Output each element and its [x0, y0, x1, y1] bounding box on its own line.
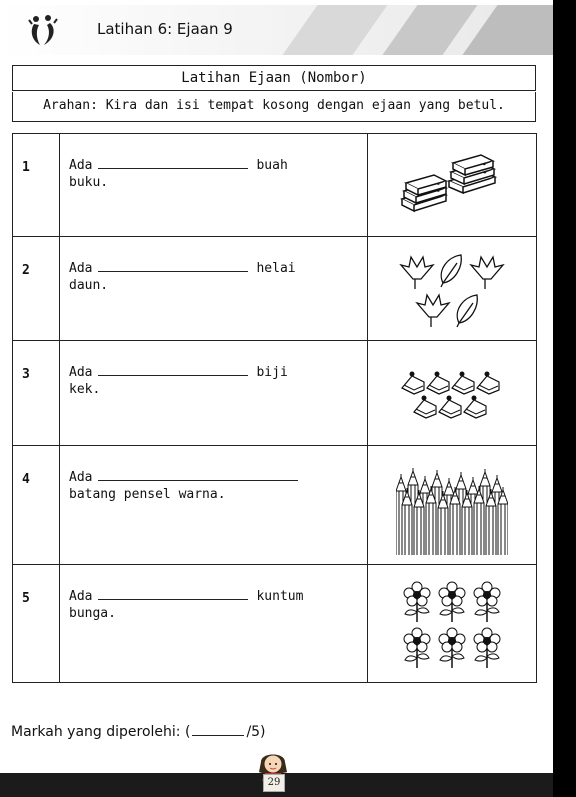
- question-image-cell: [368, 237, 537, 341]
- answer-blank[interactable]: [98, 168, 248, 169]
- question-number: 1: [13, 134, 60, 237]
- question-row: [13, 565, 537, 683]
- question-row: [13, 237, 537, 341]
- question-prefix: Ada: [69, 589, 93, 604]
- question-unit: helai: [256, 261, 296, 276]
- answer-blank[interactable]: [98, 480, 298, 481]
- question-image-cell: [368, 134, 537, 237]
- question-number: 4: [13, 446, 60, 565]
- flowers-icon: [400, 578, 505, 670]
- question-text: [60, 341, 368, 446]
- question-image-cell: [368, 565, 537, 683]
- question-row: [13, 134, 537, 237]
- question-text: [60, 446, 368, 565]
- answer-blank[interactable]: [98, 271, 248, 272]
- page-number: 29: [263, 774, 285, 792]
- worksheet-instruction: Arahan: Kira dan isi tempat kosong dengan ejaan yang betul.: [12, 92, 536, 122]
- color-pencils-icon: [396, 455, 508, 555]
- score-blank[interactable]: [192, 735, 244, 736]
- question-number: 2: [13, 237, 60, 341]
- worksheet-title: Latihan Ejaan (Nombor): [12, 65, 536, 91]
- question-image-cell: [368, 341, 537, 446]
- answer-blank[interactable]: [98, 375, 248, 376]
- question-text: [60, 237, 368, 341]
- question-noun: daun.: [69, 278, 109, 293]
- question-noun: buku.: [69, 175, 109, 190]
- question-text: [60, 565, 368, 683]
- answer-blank[interactable]: [98, 599, 248, 600]
- page-title: Latihan 6: Ejaan 9: [97, 20, 233, 38]
- question-text: [60, 134, 368, 237]
- question-table: [12, 133, 537, 683]
- question-row: [13, 341, 537, 446]
- question-number: 5: [13, 565, 60, 683]
- question-unit: biji: [256, 365, 288, 380]
- score-line: [11, 724, 266, 740]
- question-prefix: Ada: [69, 470, 93, 485]
- score-total: /5): [246, 724, 266, 740]
- question-noun: kek.: [69, 382, 101, 397]
- cakes-icon: [400, 366, 505, 420]
- question-noun: batang pensel warna.: [69, 487, 226, 502]
- question-row: [13, 446, 537, 565]
- books-icon: [397, 151, 507, 219]
- children-logo-icon: [28, 14, 58, 48]
- question-unit: buah: [256, 158, 288, 173]
- question-image-cell: [368, 446, 537, 565]
- question-prefix: Ada: [69, 365, 93, 380]
- leaves-icon: [395, 249, 510, 329]
- score-label: Markah yang diperolehi: (: [11, 724, 191, 740]
- question-unit: kuntum: [256, 589, 304, 604]
- question-number: 3: [13, 341, 60, 446]
- question-prefix: Ada: [69, 158, 93, 173]
- question-prefix: Ada: [69, 261, 93, 276]
- question-noun: bunga.: [69, 606, 116, 621]
